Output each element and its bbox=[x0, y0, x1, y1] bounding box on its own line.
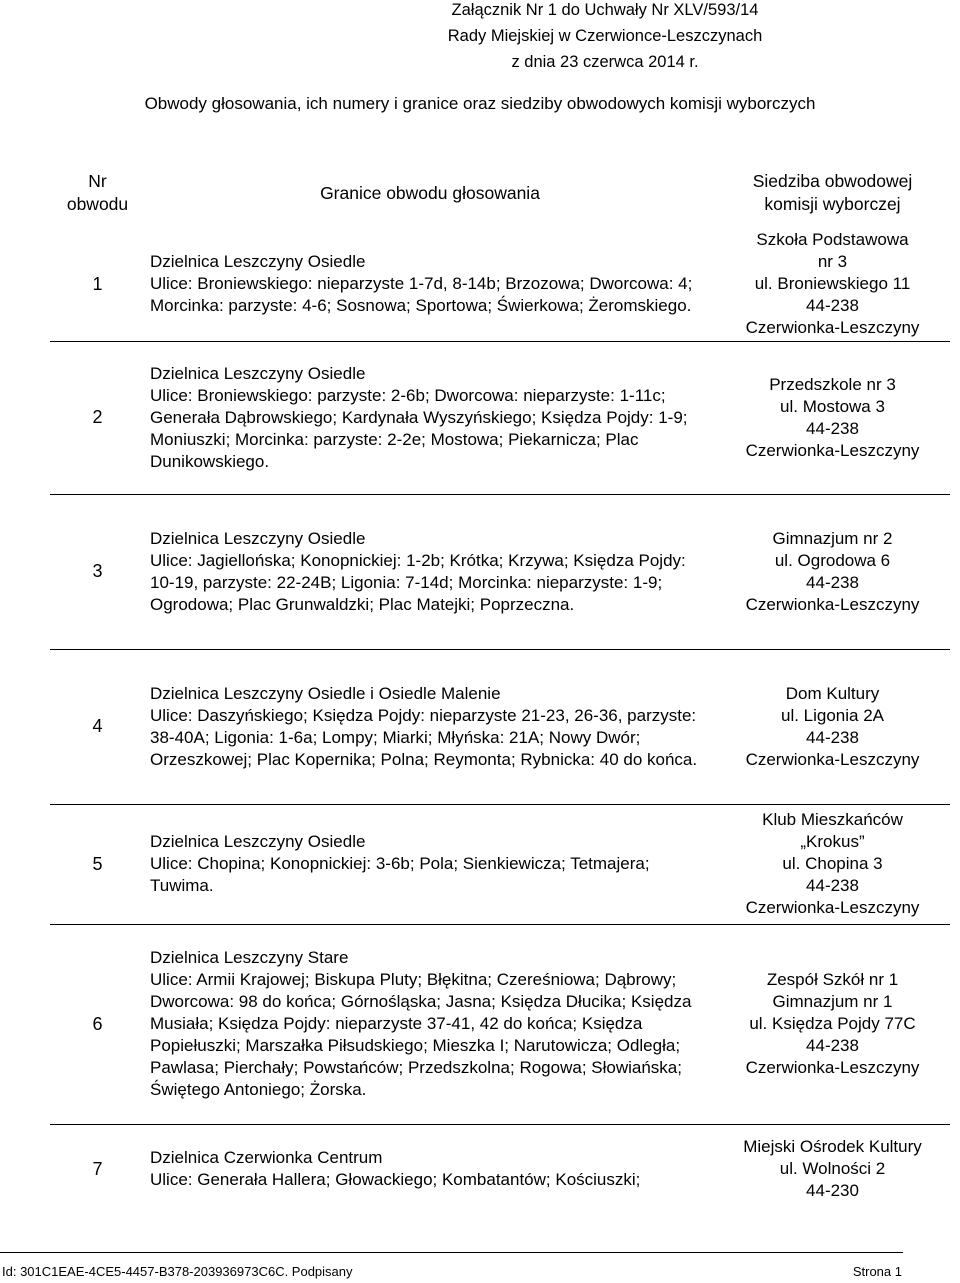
table-row bbox=[50, 341, 950, 494]
district-streets: Ulice: Broniewskiego: parzyste: 2-6b; Dworcowa: nieparzyste: 1-11c; Generała Dąbrowskiego; Kardynała Wyszyńskiego; Księdza Pojdy: 1-9; Moniuszki; Morcinka: parzyste: 2-2e; Mostowa; Piekarnicza; Plac Dunikowskiego. bbox=[150, 385, 688, 471]
district-number: 5 bbox=[50, 804, 145, 924]
station-line: 44-230 bbox=[806, 1181, 859, 1201]
station-line: 44-238 bbox=[806, 876, 859, 895]
station-line: 44-238 bbox=[806, 418, 859, 438]
polling-station bbox=[715, 924, 950, 1124]
district-name: Dzielnica Leszczyny Stare bbox=[150, 948, 349, 967]
station-line: Zespół Szkół nr 1 bbox=[766, 970, 899, 989]
table-row bbox=[50, 228, 950, 341]
header-nr-line2: obwodu bbox=[66, 194, 129, 214]
attachment-line: Załącznik Nr 1 do Uchwały Nr XLV/593/14 bbox=[451, 1, 759, 19]
district-boundaries bbox=[145, 494, 715, 649]
table-row bbox=[50, 924, 950, 1124]
district-streets: Ulice: Broniewskiego: nieparzyste 1-7d, 8-14b; Brzozowa; Dworcowa: 4; Morcinka: parzyste: 4-6; Sosnowa; Sportowa; Świerkowa; Żeromskiego. bbox=[150, 274, 693, 316]
station-line: ul. Ogrodowa 6 bbox=[774, 550, 891, 570]
district-streets: Ulice: Daszyńskiego; Księdza Pojdy: nieparzyste 21-23, 26-36, parzyste: 38-40A; Ligonia: 1-6a; Lompy; Miarki; Młyńska: 21A; Nowy Dwór; Orzeszkowej; Plac Kopernika; Polna; Reymonta; Rybnicka: 40 do końca. bbox=[150, 705, 698, 769]
station-line: nr 3 bbox=[817, 252, 848, 272]
district-number: 3 bbox=[50, 494, 145, 649]
station-line: Czerwionka-Leszczyny bbox=[745, 749, 920, 769]
document-title: Obwody głosowania, ich numery i granice oraz siedziby obwodowych komisji wyborczych bbox=[144, 94, 816, 113]
district-boundaries bbox=[145, 804, 715, 924]
header-siedziba-line1: Siedziba obwodowej bbox=[752, 171, 913, 191]
district-streets: Ulice: Jagiellońska; Konopnickiej: 1-2b; Krótka; Krzywa; Księdza Pojdy: 10-19, parzyste: 22-24B; Ligonia: 7-14d; Morcinka: nieparzyste: 1-9; Ogrodowa; Plac Grunwaldzki; Plac Matejki; Poprzeczna. bbox=[150, 550, 686, 614]
document-id: Id: 301C1EAE-4CE5-4457-B378-203936973C6C. Podpisany bbox=[2, 1264, 353, 1279]
station-line: Czerwionka-Leszczyny bbox=[745, 440, 920, 460]
district-name: Dzielnica Leszczyny Osiedle bbox=[150, 252, 366, 272]
district-boundaries bbox=[145, 924, 715, 1124]
district-number: 1 bbox=[92, 273, 103, 294]
station-line: Czerwionka-Leszczyny bbox=[745, 898, 920, 917]
station-line: ul. Wolności 2 bbox=[779, 1159, 886, 1179]
district-name: Dzielnica Leszczyny Osiedle i Osiedle Malenie bbox=[150, 683, 501, 703]
district-streets: Ulice: Armii Krajowej; Biskupa Pluty; Błękitna; Czereśniowa; Dąbrowy; Dworcowa: 98 do końca; Górnośląska; Jasna; Księdza Dłucika; Księdza Musiała; Księdza Pojdy: nieparzyste 37-41, 42 do końca; Księdza Popiełuszki; Marszałka Piłsudskiego; Mieszka I; Narutowicza; Odległa; Pawlasa; Pierchały; Powstańców; Przedszkolna; Rogowa; Słowiańska; Świętego Antoniego; Żorska. bbox=[150, 970, 692, 1099]
header-nr-line1: Nr bbox=[88, 171, 107, 191]
footer-divider bbox=[0, 1252, 903, 1253]
district-name: Dzielnica Leszczyny Osiedle bbox=[150, 832, 366, 851]
station-line: Klub Mieszkańców bbox=[762, 810, 903, 829]
table-row bbox=[50, 1124, 950, 1214]
station-line: 44-238 bbox=[806, 1036, 859, 1055]
station-line: 44-238 bbox=[806, 296, 859, 316]
station-line: 44-238 bbox=[806, 572, 859, 592]
district-boundaries bbox=[145, 649, 715, 804]
date-line: z dnia 23 czerwca 2014 r. bbox=[511, 53, 699, 71]
polling-station bbox=[715, 228, 950, 341]
station-line: ul. Księdza Pojdy 77C bbox=[749, 1014, 916, 1033]
header-granice: Granice obwodu głosowania bbox=[320, 182, 540, 203]
station-line: Gimnazjum nr 2 bbox=[772, 528, 893, 548]
polling-station bbox=[715, 649, 950, 804]
district-name: Dzielnica Leszczyny Osiedle bbox=[150, 528, 366, 548]
station-line: ul. Chopina 3 bbox=[782, 854, 883, 873]
district-streets: Ulice: Generała Hallera; Głowackiego; Kombatantów; Kościuszki; bbox=[150, 1170, 641, 1190]
station-line: ul. Ligonia 2A bbox=[780, 705, 885, 725]
station-line: Przedszkole nr 3 bbox=[769, 374, 896, 394]
district-boundaries bbox=[145, 341, 715, 494]
station-line: Miejski Ośrodek Kultury bbox=[743, 1137, 922, 1157]
table-row bbox=[50, 804, 950, 924]
station-line: Szkoła Podstawowa bbox=[756, 230, 909, 250]
district-name: Dzielnica Czerwionka Centrum bbox=[150, 1148, 383, 1168]
polling-station bbox=[715, 804, 950, 924]
station-line: ul. Broniewskiego 11 bbox=[754, 274, 911, 294]
station-line: ul. Mostowa 3 bbox=[780, 396, 885, 416]
council-line: Rady Miejskiej w Czerwionce-Leszczynach bbox=[447, 27, 763, 45]
districts-table bbox=[50, 158, 950, 1214]
polling-station bbox=[715, 494, 950, 649]
header-nr bbox=[50, 158, 145, 228]
district-number: 6 bbox=[50, 924, 145, 1124]
station-line: Czerwionka-Leszczyny bbox=[745, 594, 920, 614]
header-siedziba bbox=[715, 158, 950, 228]
station-line: Dom Kultury bbox=[785, 683, 880, 703]
district-streets: Ulice: Chopina; Konopnickiej: 3-6b; Pola; Sienkiewicza; Tetmajera; Tuwima. bbox=[150, 854, 650, 895]
district-number: 2 bbox=[50, 341, 145, 494]
header-siedziba-line2: komisji wyborczej bbox=[764, 194, 901, 214]
district-boundaries bbox=[145, 1124, 715, 1214]
table-row bbox=[50, 649, 950, 804]
page-number: Strona 1 bbox=[852, 1264, 902, 1279]
table-row bbox=[50, 494, 950, 649]
district-number: 7 bbox=[50, 1124, 145, 1214]
polling-station bbox=[715, 341, 950, 494]
station-line: Czerwionka-Leszczyny bbox=[745, 1058, 920, 1077]
district-number: 4 bbox=[50, 649, 145, 804]
station-line: „Krokus” bbox=[800, 832, 865, 851]
station-line: Gimnazjum nr 1 bbox=[772, 992, 893, 1011]
station-line: 44-238 bbox=[806, 727, 859, 747]
district-name: Dzielnica Leszczyny Osiedle bbox=[150, 363, 366, 383]
polling-station bbox=[715, 1124, 950, 1214]
station-line: Czerwionka-Leszczyny bbox=[745, 318, 920, 338]
district-boundaries bbox=[145, 228, 715, 341]
